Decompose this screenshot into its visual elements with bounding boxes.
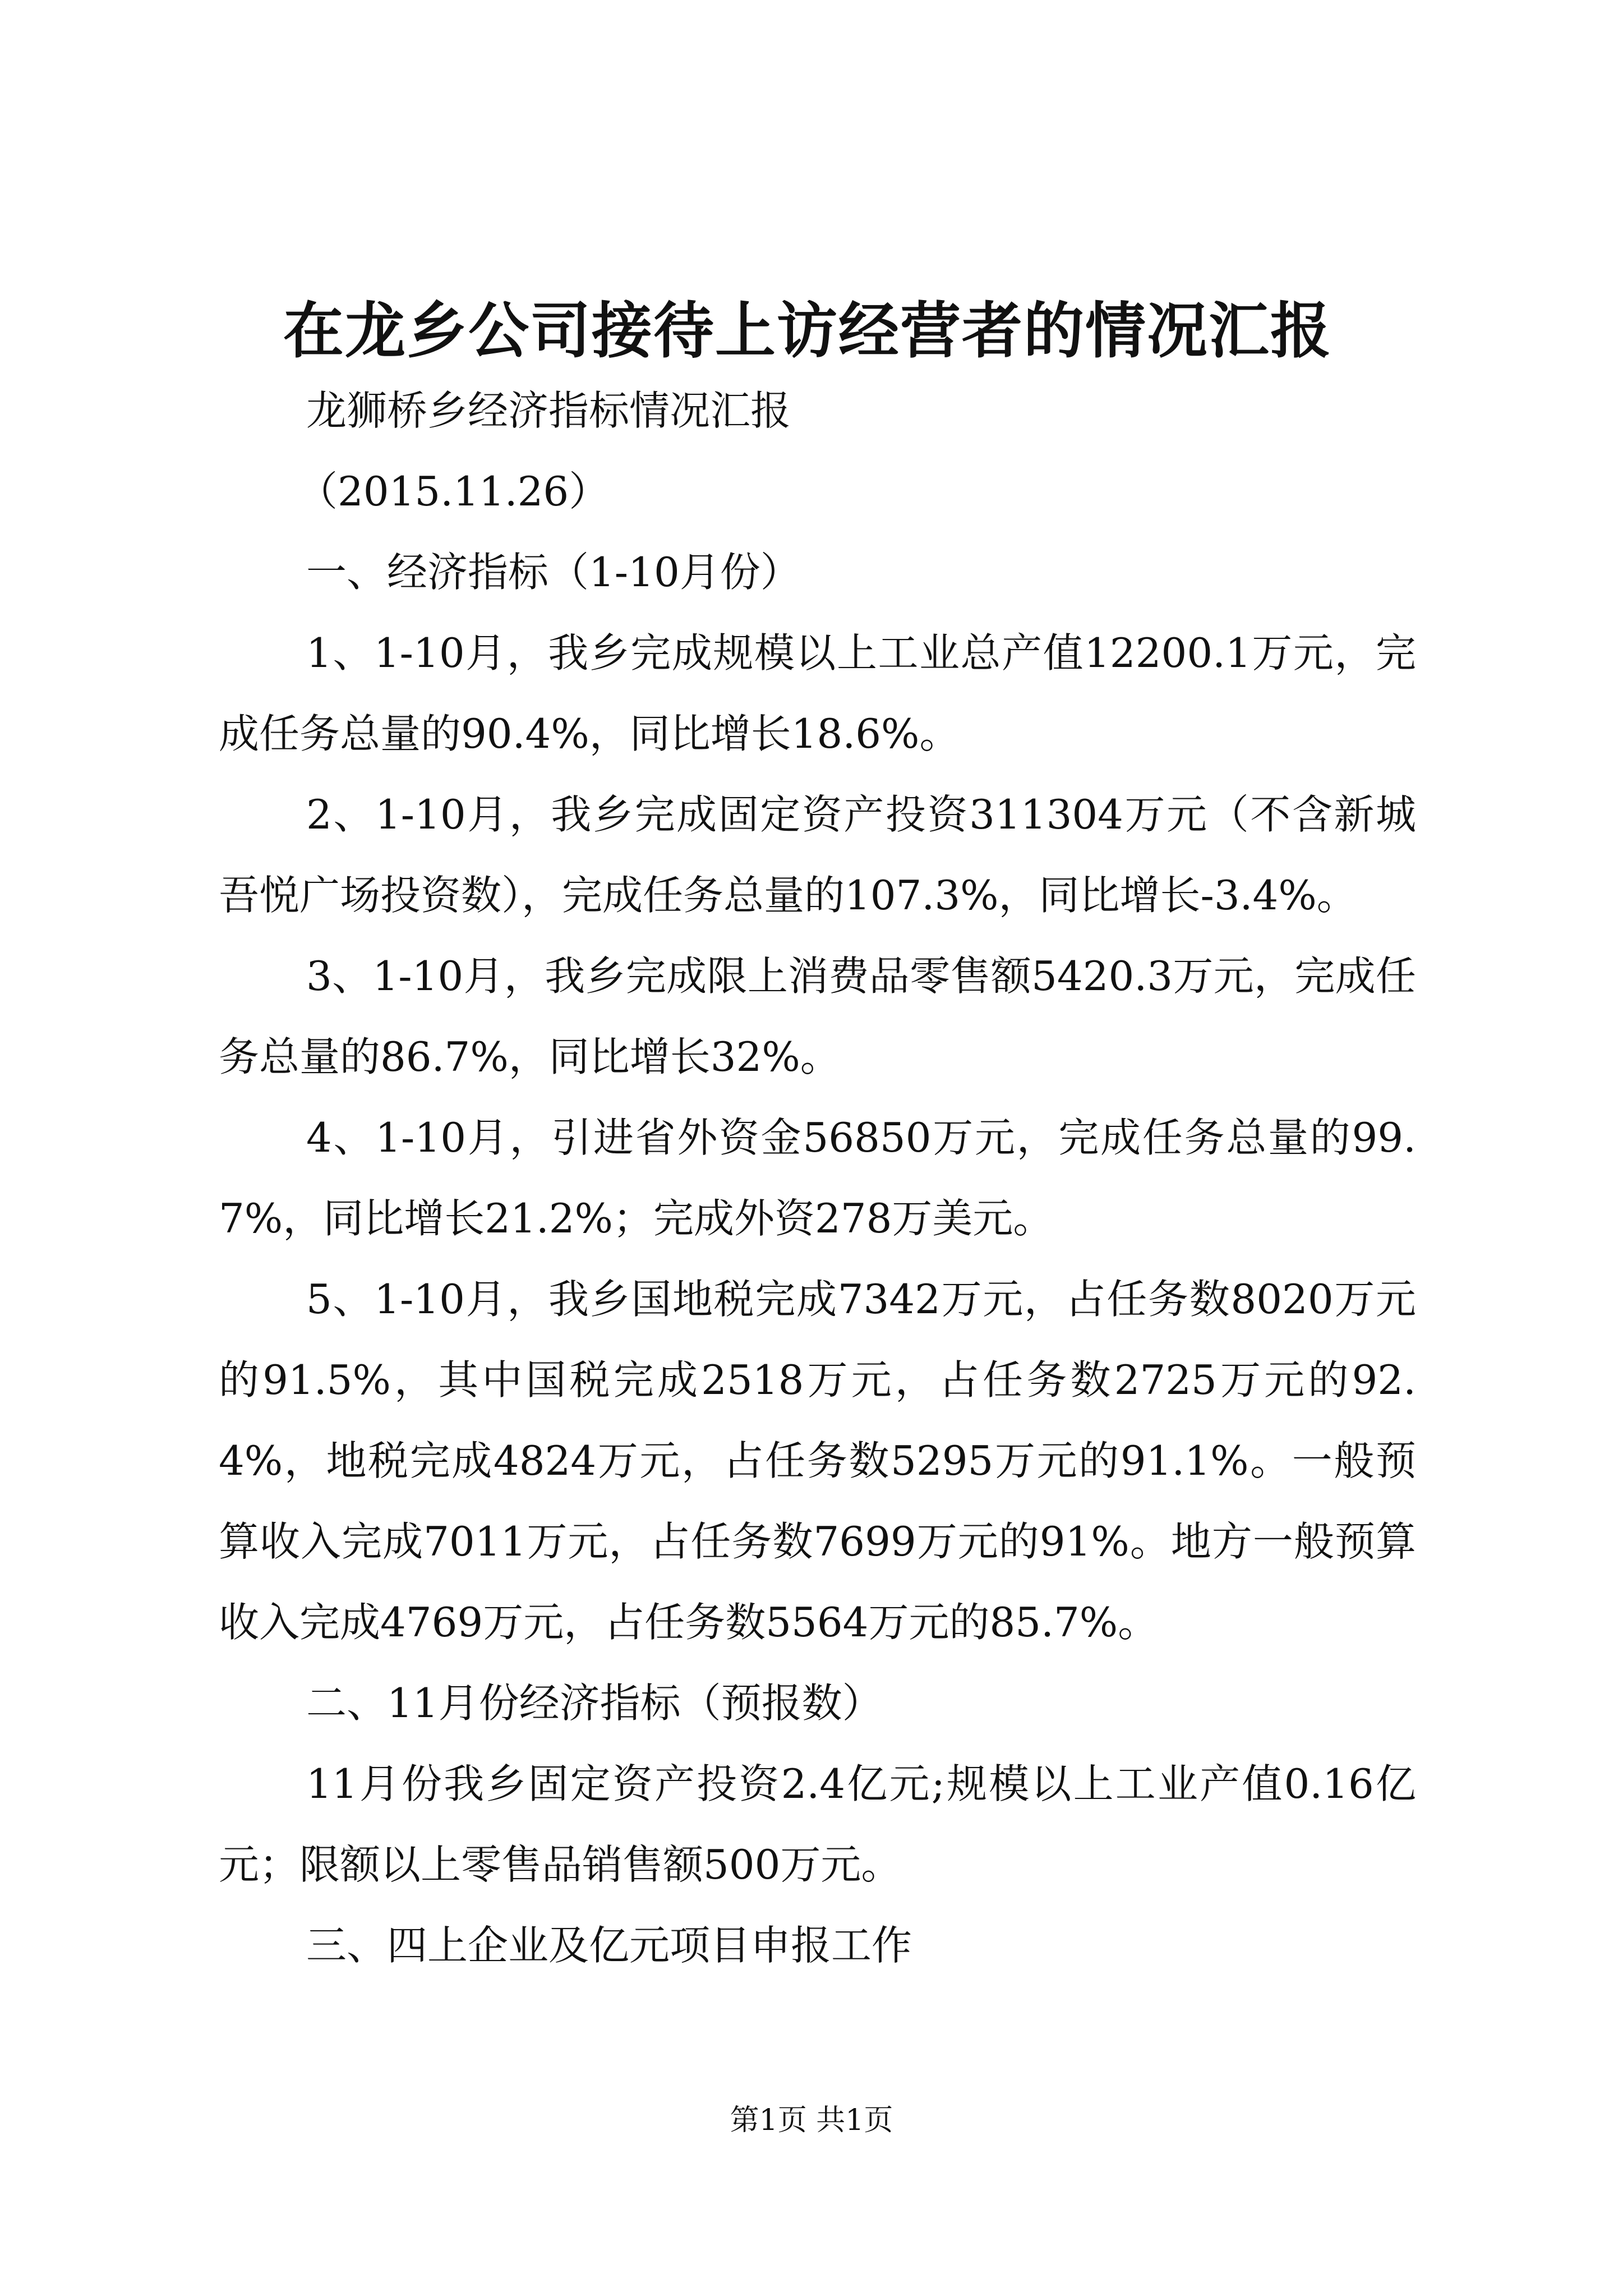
paragraph-november-data: 11月份我乡固定资产投资2.4亿元;规模以上工业产值0.16亿元；限额以上零售品销售额500万元。 [219, 1760, 1416, 1888]
section-heading-economic-indicators: 一、经济指标（1-10月份） [306, 549, 801, 596]
page-footer: 第1页 共1页 [730, 2104, 893, 2137]
paragraph-fixed-asset-investment: 2、1-10月，我乡完成固定资产投资311304万元（不含新城吾悦广场投资数），完成任务总量的107.3%，同比增长-3.4%。 [219, 791, 1416, 919]
document-title: 在龙乡公司接待上访经营者的情况汇报 [283, 296, 1332, 366]
subtitle: 龙狮桥乡经济指标情况汇报 [306, 387, 791, 434]
paragraph-industrial-output: 1、1-10月，我乡完成规模以上工业总产值12200.1万元，完成任务总量的90.4%，同比增长18.6%。 [219, 629, 1416, 757]
document-body [219, 370, 1416, 1986]
paragraph-external-funds: 4、1-10月，引进省外资金56850万元，完成任务总量的99.7%，同比增长21.2%；完成外资278万美元。 [219, 1114, 1416, 1242]
section-heading-november-indicators: 二、11月份经济指标（预报数） [306, 1680, 883, 1727]
paragraph-retail-sales: 3、1-10月，我乡完成限上消费品零售额5420.3万元，完成任务总量的86.7%，同比增长32%。 [219, 953, 1416, 1080]
section-heading-project-reporting: 三、四上企业及亿元项目申报工作 [306, 1922, 912, 1969]
paragraph-tax-revenue: 5、1-10月，我乡国地税完成7342万元，占任务数8020万元的91.5%，其中国税完成2518万元，占任务数2725万元的92.4%，地税完成4824万元，占任务数5295万元的91.1%。一般预算收入完成7011万元，占任务数7699万元的91%。地方一般预算收入完成4769万元，占任务数5564万元的85.7%。 [219, 1276, 1416, 1646]
report-date: （2015.11.26） [297, 468, 610, 515]
